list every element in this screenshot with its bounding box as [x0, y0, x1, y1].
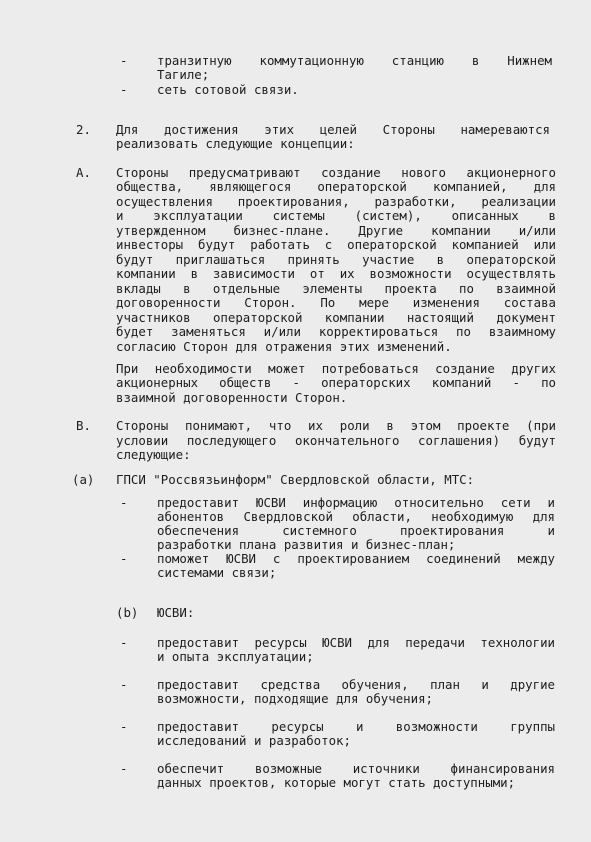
paragraph-number: 2. — [76, 122, 91, 137]
bullet-line: и опыта эксплуатации; — [157, 649, 314, 664]
paragraph-number: (b) — [116, 605, 139, 620]
bullet-line: Тагиле; — [157, 67, 210, 82]
paragraph-line: компании в зависимости от их возможности осуществлять — [116, 266, 556, 281]
paragraph-line: инвесторы будут работать с операторской компанией или — [116, 237, 556, 252]
paragraph-line: Стороны понимают, что их роли в этом проекте (при — [116, 418, 556, 433]
paragraph-line: ГПСИ "Россвязьинформ" Свердловской области, МТС: — [116, 472, 475, 487]
bullet-dash: - — [120, 719, 128, 734]
bullet-dash: - — [120, 82, 128, 97]
paragraph-line: будут приглашаться принять участие в операторской — [116, 252, 556, 267]
bullet-line: абонентов Свердловской области, необходимую для — [157, 509, 555, 524]
paragraph-line: Для достижения этих целей Стороны намереваются — [116, 122, 550, 137]
paragraph-line: реализовать следующие концепции: — [116, 136, 355, 151]
bullet-line: обеспечения системного проектирования и — [157, 523, 555, 538]
paragraph-line: вклады в отдельные элементы проекта по взаимной — [116, 281, 556, 296]
bullet-line: возможности, подходящие для обучения; — [157, 691, 434, 706]
bullet-dash: - — [120, 761, 128, 776]
paragraph-line: будет заменяться и/или корректироваться по взаимному — [116, 324, 556, 339]
bullet-line: предоставит средства обучения, план и другие — [157, 677, 555, 692]
paragraph-line: акционерных обществ - операторских компаний - по — [116, 375, 556, 390]
paragraph-line: следующие: — [116, 447, 191, 462]
bullet-dash: - — [120, 53, 128, 68]
paragraph-line: осуществления проектирования, разработки, реализации — [116, 194, 556, 209]
bullet-line: транзитную коммутационную станцию в Нижнем — [157, 53, 552, 68]
bullet-line: данных проектов, которые могут стать доступными; — [157, 775, 516, 790]
bullet-line: предоставит ЮСВИ информацию относительно сети и — [157, 495, 555, 510]
paragraph-line: и эксплуатации системы (систем), описанных в — [116, 208, 556, 223]
paragraph-line: взаимной договоренности Сторон. — [116, 390, 348, 405]
bullet-line: обеспечит возможные источники финансирования — [157, 761, 555, 776]
bullet-dash: - — [120, 495, 128, 510]
paragraph-line: При необходимости может потребоваться создание других — [116, 361, 556, 376]
bullet-line: поможет ЮСВИ с проектированием соединений между — [157, 551, 555, 566]
bullet-line: системами связи; — [157, 565, 277, 580]
paragraph-line: Стороны предусматривают создание нового акционерного — [116, 165, 556, 180]
bullet-line: предоставит ресурсы ЮСВИ для передачи технологии — [157, 635, 555, 650]
bullet-dash: - — [120, 677, 128, 692]
paragraph-line: согласию Сторон для отражения этих изменений. — [116, 339, 452, 354]
paragraph-line: общества, являющегося операторской компанией, для — [116, 179, 556, 194]
bullet-dash: - — [120, 551, 128, 566]
bullet-line: сеть сотовой связи. — [157, 82, 299, 97]
paragraph-line: договоренности Сторон. По мере изменения состава — [116, 295, 556, 310]
paragraph-line: условии последующего окончательного соглашения) будут — [116, 433, 556, 448]
paragraph-number: А. — [76, 165, 91, 180]
bullet-line: предоставит ресурсы и возможности группы — [157, 719, 555, 734]
paragraph-number: В. — [76, 418, 91, 433]
bullet-line: разработки плана развития и бизнес-план; — [157, 537, 456, 552]
paragraph-line: утвержденном бизнес-плане. Другие компании и/или — [116, 223, 556, 238]
bullet-dash: - — [120, 635, 128, 650]
bullet-line: исследований и разработок; — [157, 733, 351, 748]
paragraph-number: (а) — [72, 472, 95, 487]
paragraph-line: ЮСВИ: — [157, 605, 195, 620]
paragraph-line: участников операторской компании настоящий документ — [116, 310, 556, 325]
